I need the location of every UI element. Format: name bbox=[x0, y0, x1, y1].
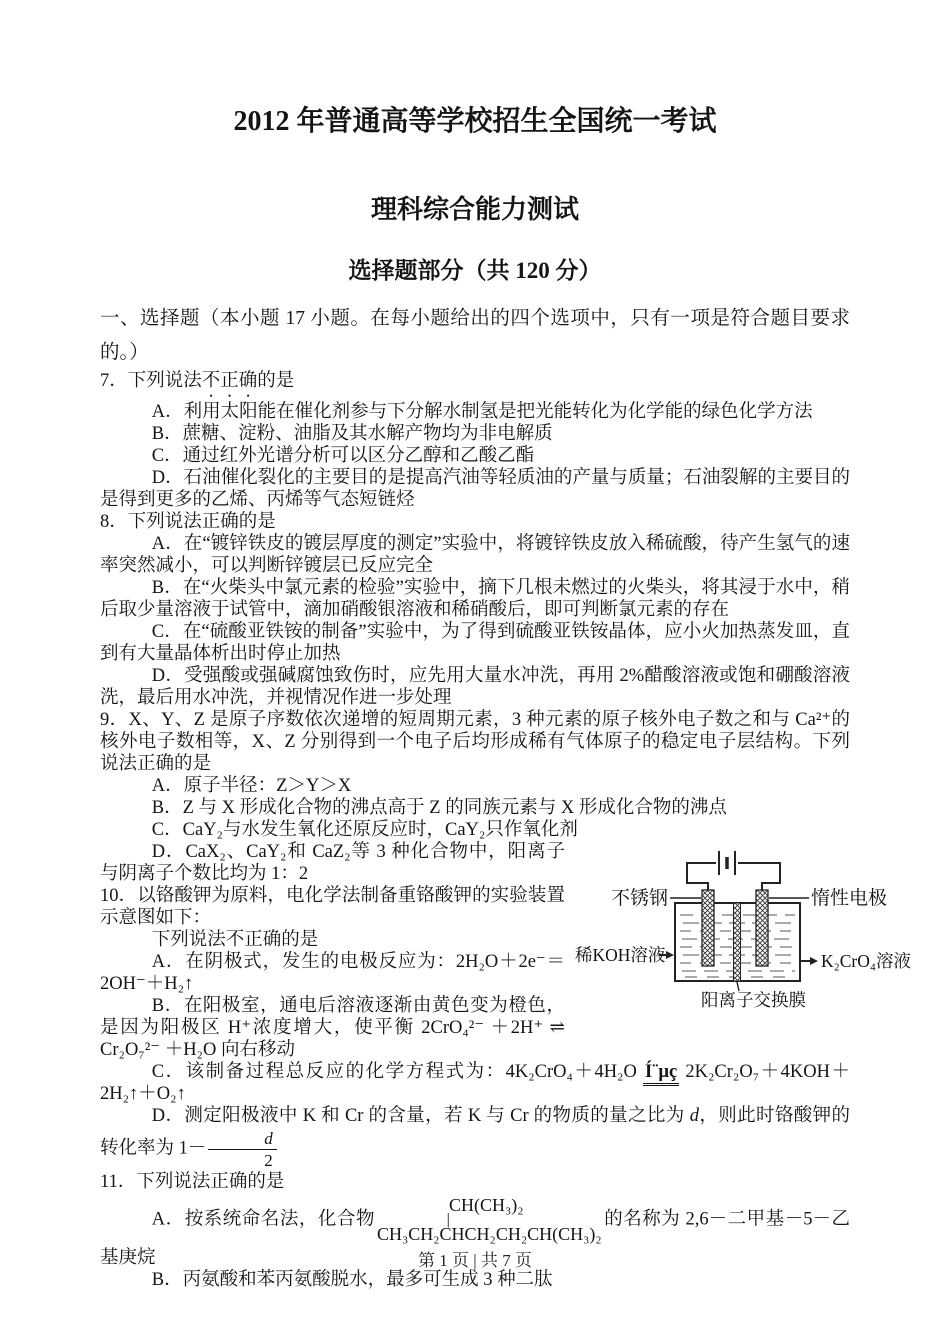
fraction-numerator: d bbox=[208, 1129, 276, 1150]
q10-stem: 10．以铬酸钾为原料，电化学法制备重铬酸钾的实验装置示意图如下： bbox=[100, 886, 565, 928]
q10-option-d-variable: d bbox=[689, 1106, 699, 1126]
formula-main-chain: CH₃CH₂CHCH₂CH₂CH(CH₃)₂ bbox=[376, 1224, 602, 1245]
inert-electrode bbox=[756, 890, 768, 966]
label-membrane: 阳离子交换膜 bbox=[701, 990, 806, 1010]
formula-bond: | bbox=[446, 1210, 450, 1228]
stainless-steel-electrode bbox=[702, 890, 714, 966]
label-koh-solution: 稀KOH溶液 bbox=[575, 945, 666, 965]
q11-option-a-text: A．按系统命名法，化合物 bbox=[151, 1209, 375, 1230]
intro-paragraph: 一、选择题（本小题 17 小题。在每小题给出的四个选项中，只有一项是符合题目要求的。） bbox=[100, 308, 850, 363]
q10-option-c bbox=[100, 1061, 850, 1105]
cation-exchange-membrane bbox=[734, 903, 741, 981]
formula-branch: CH(CH₃)₂ bbox=[448, 1195, 524, 1215]
q7-option-a: A．利用太阳能在催化剂参与下分解水制氢是把光能转化为化学能的绿色化学方法 bbox=[151, 402, 813, 422]
q7-stem-emphasis: 不正确 bbox=[201, 371, 258, 391]
q7-option-c: C．通过红外光谱分析可以区分乙醇和乙酸乙酯 bbox=[151, 446, 535, 466]
q8-option-a: A．在“镀锌铁皮的镀层厚度的测定”实验中，将镀锌铁皮放入稀硫酸，待产生氢气的速率突然减小，可以判断锌镀层已反应完全 bbox=[100, 534, 850, 576]
electrolysis-diagram bbox=[575, 843, 945, 1015]
q9-option-d: D．CaX₂、CaY₂和 CaZ₂等 3 种化合物中，阳离子与阴离子个数比均为 1：2 bbox=[100, 842, 565, 884]
label-inert-electrode: 惰性电极 bbox=[811, 888, 888, 909]
q10-option-d-fraction bbox=[208, 1129, 276, 1169]
content-column bbox=[0, 104, 950, 1291]
q7-stem-prefix: 7．下列说法 bbox=[100, 371, 202, 391]
q8-option-c: C．在“硫酸亚铁铵的制备”实验中，为了得到硫酸亚铁铵晶体，应小火加热蒸发皿，直到有大量晶体析出时停止加热 bbox=[100, 622, 850, 664]
page-footer: 第 1 页 | 共 7 页 bbox=[418, 1251, 532, 1270]
q11-option-b: B．丙氨酸和苯丙氨酸脱水，最多可生成 3 种二肽 bbox=[151, 1270, 553, 1291]
q10-option-d-text: D．测定阳极液中 K 和 Cr 的含量，若 K 与 Cr 的物质的量之比为 bbox=[151, 1106, 690, 1126]
doc-subtitle: 理科综合能力测试 bbox=[370, 195, 579, 224]
q8-option-d: D．受强酸或强碱腐蚀致伤时，应先用大量水冲洗，再用 2%醋酸溶液或饱和硼酸溶液洗，最后用水冲洗，并视情况作进一步处理 bbox=[100, 666, 850, 708]
q11-stem: 11．下列说法正确的是 bbox=[100, 1172, 285, 1192]
battery-circuit bbox=[687, 851, 780, 890]
label-stainless-steel: 不锈钢 bbox=[611, 888, 669, 909]
q10-option-d bbox=[100, 1105, 850, 1171]
q8-stem: 8．下列说法正确的是 bbox=[100, 512, 276, 532]
section-heading: 选择题部分（共 120 分） bbox=[348, 258, 602, 283]
q10-substem: 下列说法不正确的是 bbox=[151, 930, 319, 950]
outlet-arrow-icon bbox=[800, 957, 818, 965]
fraction-denominator: 2 bbox=[264, 1151, 273, 1170]
q10-option-a: A．在阴极式，发生的电极反应为：2H₂O＋2e⁻＝2OH⁻＋H₂↑ bbox=[100, 952, 565, 994]
q7-stem bbox=[100, 370, 850, 401]
q7-stem-suffix: 的是 bbox=[257, 371, 295, 391]
q7-option-d: D．石油催化裂化的主要目的是提高汽油等轻质油的产量与质量；石油裂解的主要目的是得到更多的乙烯、丙烯等气态短链烃 bbox=[100, 468, 850, 510]
q9-option-c: C．CaY₂与水发生氧化还原反应时，CaY₂只作氧化剂 bbox=[151, 820, 578, 840]
q9-stem: 9．X、Y、Z 是原子序数依次递增的短周期元素，3 种元素的原子核外电子数之和与 Ca²⁺的核外电子数相等，X、Z 分别得到一个电子后均形成稀有气体原子的稳定电子层结构。下列说法正确的是 bbox=[100, 710, 850, 774]
q7-option-b: B．蔗糖、淀粉、油脂及其水解产物均为非电解质 bbox=[151, 424, 553, 444]
q10-option-c-equation-left: C．该制备过程总反应的化学方程式为：4K₂CrO₄＋4H₂O bbox=[151, 1062, 643, 1082]
q10-option-c-equation-right: 2K₂Cr₂O₇＋4KOH＋2H₂↑＋O₂↑ bbox=[100, 1062, 850, 1104]
q11-structural-formula bbox=[377, 1195, 602, 1245]
electrolysis-apparatus-drawing bbox=[575, 843, 945, 1015]
q8-option-b: B．在“火柴头中氯元素的检验”实验中，摘下几根未燃过的火柴头，将其浸于水中，稍后取少量溶液于试管中，滴加硝酸银溶液和稀硝酸后，即可判断氯元素的存在 bbox=[100, 578, 850, 620]
label-k2cro4-solution: K₂CrO₄溶液 bbox=[821, 951, 911, 971]
q10-option-d-text2: ，则此时铬酸钾的转化率为 1－ bbox=[100, 1106, 850, 1159]
q9-option-b: B．Z 与 X 形成化合物的沸点高于 Z 的同族元素与 X 形成化合物的沸点 bbox=[151, 798, 727, 818]
q11-option-a-text2: 的名称为 2,6－二甲基－5－乙基庚烷 bbox=[100, 1209, 850, 1269]
q9-option-a: A．原子半径：Z＞Y＞X bbox=[151, 776, 352, 796]
q10-option-b: B．在阳极室，通电后溶液逐渐由黄色变为橙色，是因为阳极区 H⁺浓度增大，使平衡 2CrO₄²⁻ ＋2H⁺ ⇌ Cr₂O₇²⁻ ＋H₂O 向右移动 bbox=[100, 996, 565, 1060]
q10-option-c-condition: Í¨µç bbox=[643, 1062, 679, 1086]
doc-title: 2012 年普通高等学校招生全国统一考试 bbox=[233, 106, 717, 137]
